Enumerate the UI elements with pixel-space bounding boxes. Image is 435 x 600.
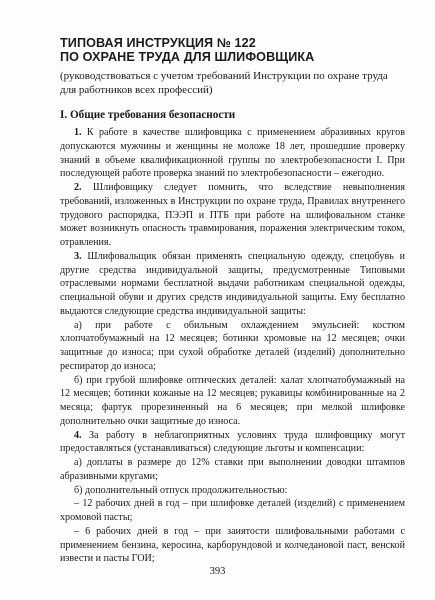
paragraph bbox=[60, 374, 405, 429]
paragraph-number: 1. bbox=[74, 127, 82, 138]
paragraph bbox=[60, 525, 405, 566]
paragraph-text: Шлифовальщик обязан применять специальную одежду, спецобувь и другие средства индивидуальной защиты, предусмотренные Типовыми отраслевыми нормами бесплатной выдачи работникам специальной одежды, специальной обуви и других средств индивидуальной защиты. Ему бесплатно выдаются следующие средства индивидуальной защиты: bbox=[60, 250, 405, 317]
paragraph-text: а) доплаты в размере до 12% ставки при выполнении доводки штампов абразивными кругами; bbox=[60, 457, 405, 482]
paragraph bbox=[60, 250, 405, 319]
paragraph-text: К работе в качестве шлифовщика с применением абразивных кругов допускаются мужчины и женщины не моложе 18 лет, прошедшие проверку знаний в объеме квалификационной группы по электробезопасности I. При последующей работе проверка знаний по электробезопасности – ежегодно. bbox=[60, 127, 405, 180]
paragraph bbox=[60, 429, 405, 457]
paragraph-number: 3. bbox=[74, 250, 82, 262]
paragraph bbox=[60, 181, 405, 250]
paragraph-text: – 12 рабочих дней в год – при шлифовке деталей (изделий) с применением хромовой пасты; bbox=[60, 498, 405, 523]
section-heading: I. Общие требования безопасности bbox=[60, 109, 236, 121]
document-title bbox=[60, 36, 400, 64]
paragraph-number: 4. bbox=[74, 429, 82, 441]
paragraph bbox=[60, 484, 405, 498]
paragraph-text: Шлифовщику следует помнить, что вследствие невыполнения требований, изложенных в Инструкции по охране труда, Правилах внутреннего трудового распорядка, ПЭЭП и ПТБ при работе на шлифовальном станке может возникнуть опасность травмирования, поражения электрическим током, отравления. bbox=[60, 182, 405, 248]
paragraph-text: а) при работе с обильным охлаждением эмульсией: костюм хлопчатобумажный на 12 месяцев; ботинки хромовые на 12 месяцев; очки защитные до износа; при сухой обработке деталей (изделий) дополнительно респиратор до износа; bbox=[60, 319, 405, 372]
paragraph-text: б) дополнительный отпуск продолжительностью: bbox=[74, 484, 288, 496]
title-line-2: ПО ОХРАНЕ ТРУДА ДЛЯ ШЛИФОВЩИКА bbox=[60, 50, 315, 64]
paragraph bbox=[60, 497, 405, 525]
paragraph-text: За работу в неблагоприятных условиях труда шлифовщику могут предоставляться (устанавливаться) следующие льготы и компенсации: bbox=[60, 429, 405, 455]
paragraph bbox=[60, 126, 405, 181]
paragraph-text: – 6 рабочих дней в год – при заиятости шлифовальными работами с применением бензина, керосина, карборундовой и колчедановой паст, венской извести и пасты ГОИ; bbox=[60, 525, 405, 565]
paragraph-text: б) при грубой шлифовке оптических деталей: халат хлопчатобумажный на 12 месяцев; ботинки кожаные на 12 месяцев; рукавицы комбинированные на 2 месяца; фартук прорезиненный на 6 месяцев; при мелкой шлифовке дополнительно очки защитные до износа. bbox=[60, 374, 405, 427]
page-number: 393 bbox=[209, 566, 226, 577]
section-body bbox=[60, 126, 405, 566]
title-line-1: ТИПОВАЯ ИНСТРУКЦИЯ № 122 bbox=[60, 36, 256, 50]
paragraph bbox=[60, 456, 405, 484]
document-subtitle: (руководствоваться с учетом требований Инструкции по охране труда для работников всех профессий) bbox=[60, 70, 388, 96]
paragraph bbox=[60, 319, 405, 374]
paragraph-number: 2. bbox=[74, 182, 82, 193]
